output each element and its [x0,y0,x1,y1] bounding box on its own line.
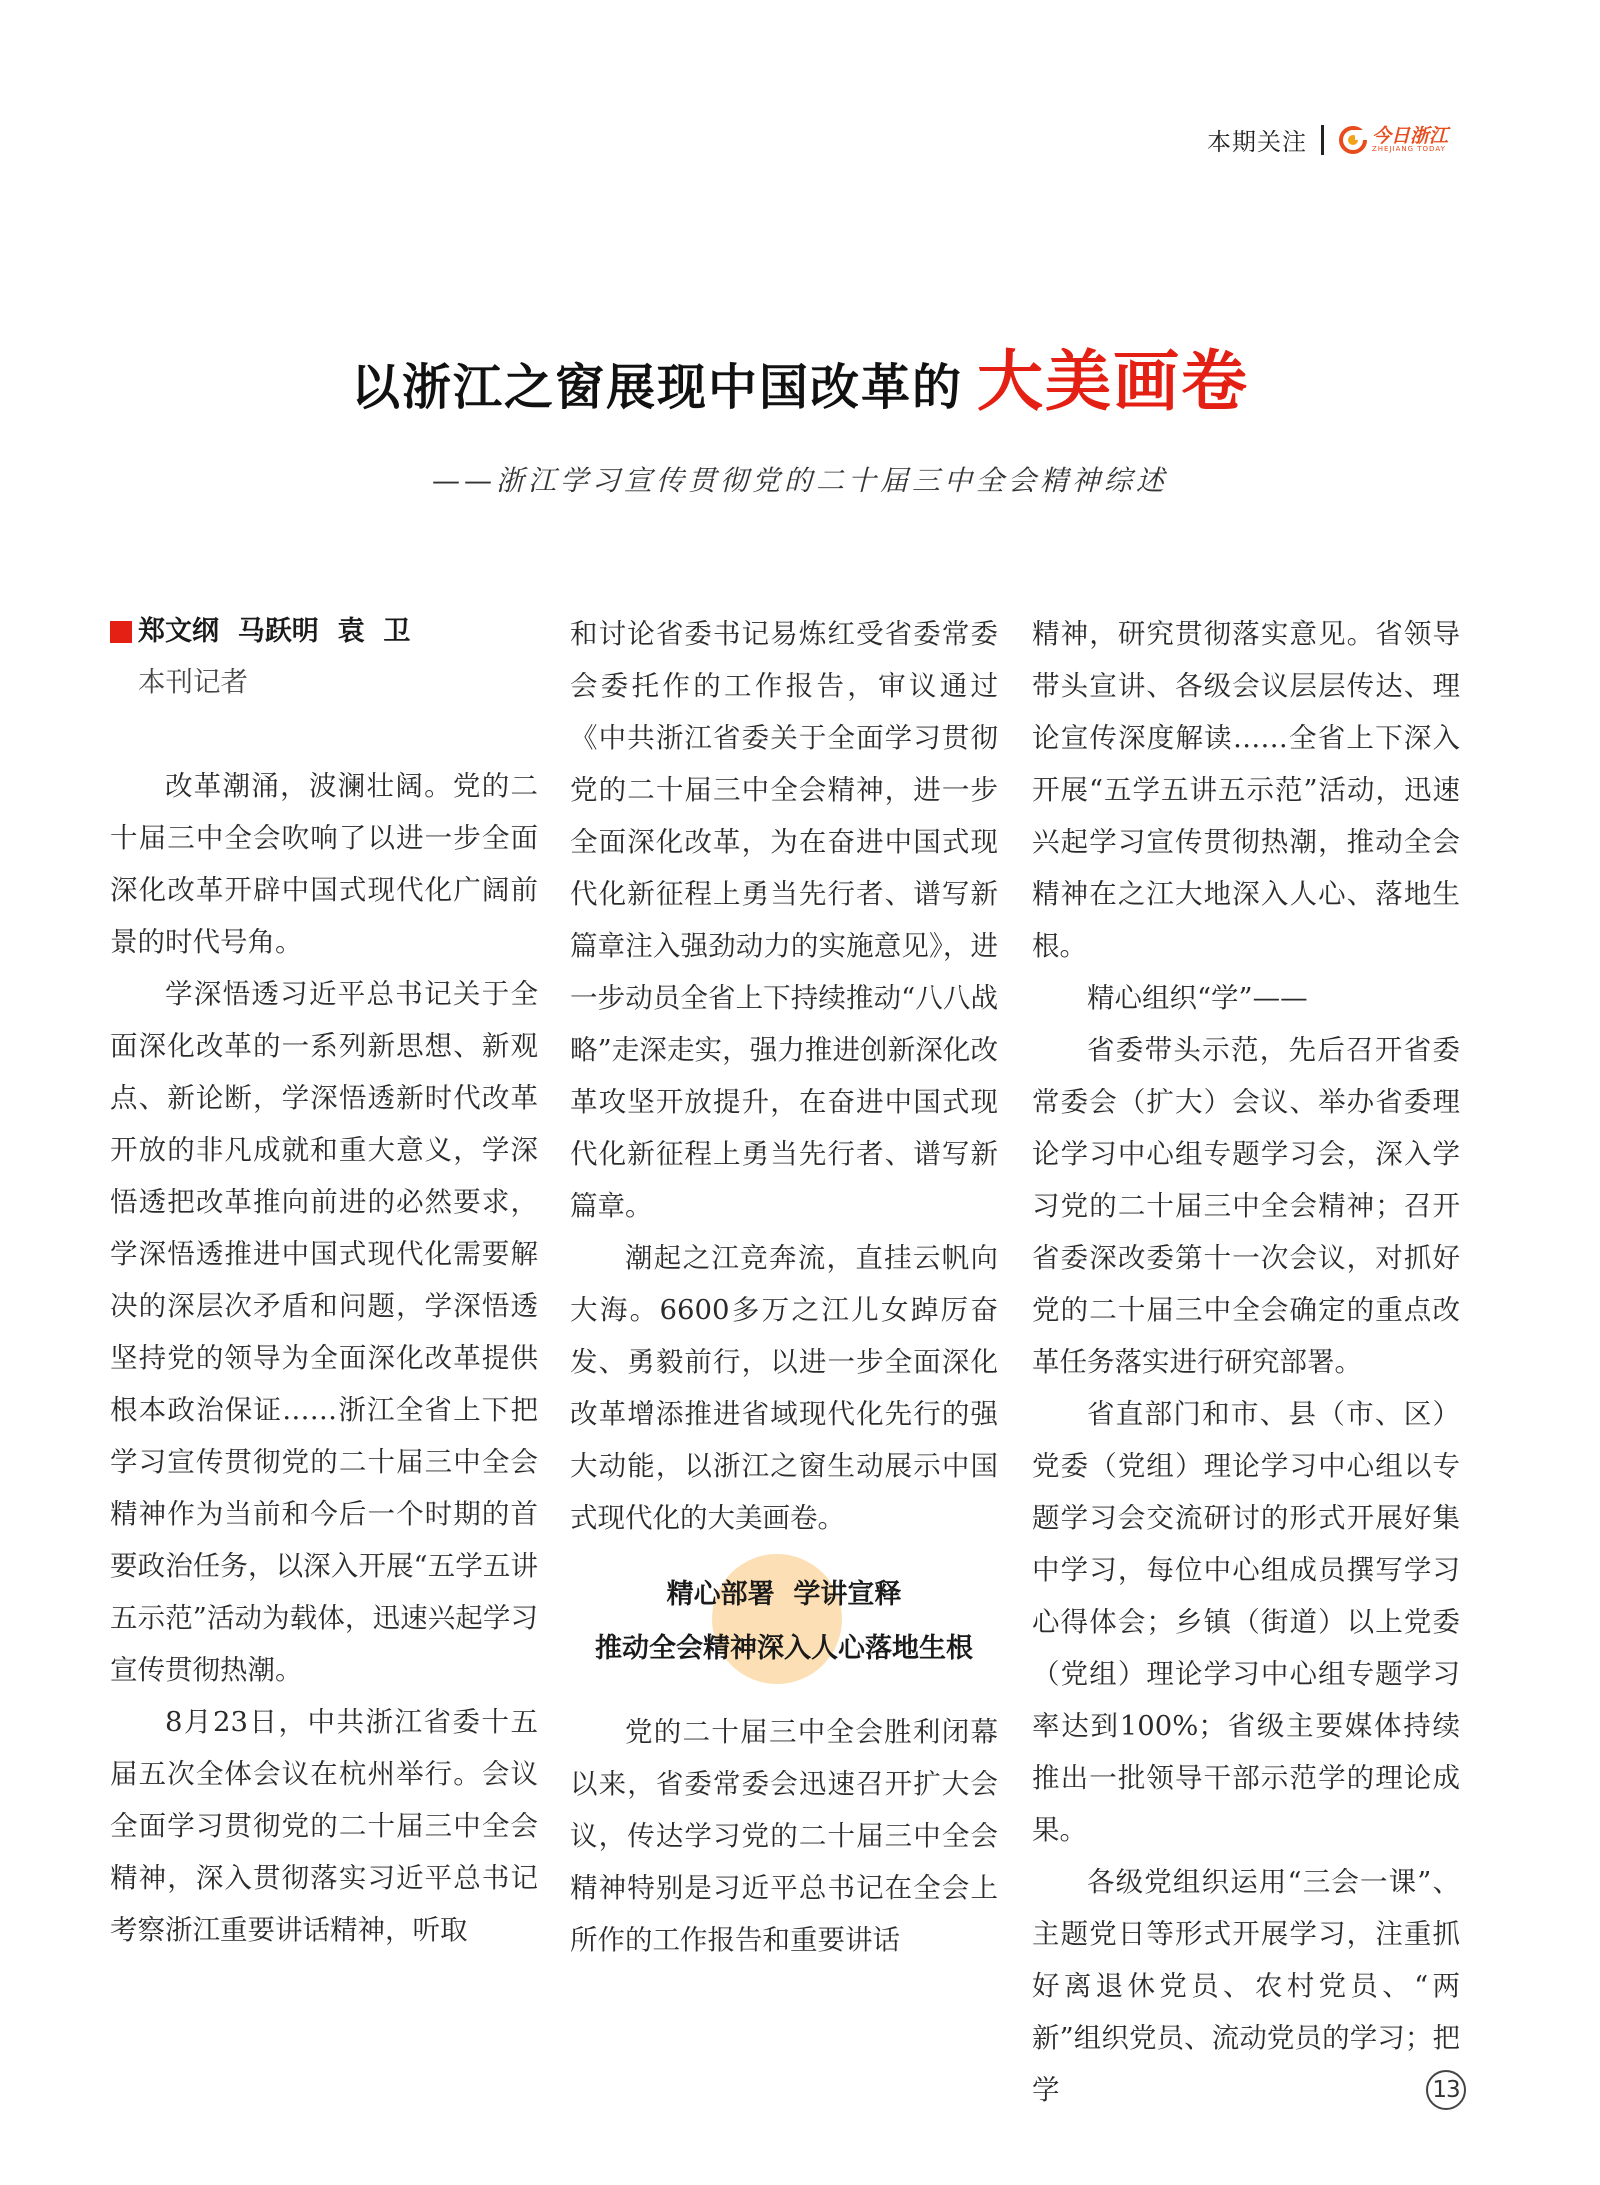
magazine-logo [1338,125,1448,155]
paragraph: 省委带头示范，先后召开省委常委会（扩大）会议、举办省委理论学习中心组专题学习会，深入学习党的二十届三中全会精神；召开省委深改委第十一次会议，对抓好党的二十届三中全会确定的重点改革任务落实进行研究部署。 [1032,1034,1460,1378]
paragraph: 8月23日，中共浙江省委十五届五次全体会议在杭州举行。会议全面学习贯彻党的二十届三中全会精神，深入贯彻落实习近平总书记考察浙江重要讲话精神，听取 [110,1706,538,1946]
heading-line-2: 推动全会精神深入人心落地生根 [595,1633,973,1664]
author-role: 本刊记者 [138,666,248,698]
article-subtitle: ——浙江学习宣传贯彻党的二十届三中全会精神综述 [431,464,1168,497]
paragraph: 精心组织“学”—— [1087,982,1308,1014]
paragraph: 和讨论省委书记易炼红受省委常委会委托作的工作报告，审议通过《中共浙江省委关于全面学习贯彻党的二十届三中全会精神，进一步全面深化改革，为在奋进中国式现代化新征程上勇当先行者、谱写新篇章注入强劲动力的实施意见》，进一步动员全省上下持续推动“八八战略”走深走实，强力推进创新深化改革攻坚开放提升，在奋进中国式现代化新征程上勇当先行者、谱写新篇章。 [570,618,998,1222]
page-number: 13 [1426,2070,1466,2110]
logo-text [1371,124,1448,153]
title-accent: 大美画卷 [977,343,1249,420]
red-square-icon [110,621,132,643]
section-heading [570,1568,998,1676]
heading-line-1: 精心部署 学讲宣释 [666,1579,902,1610]
article-title [0,328,1600,423]
header-divider [1321,125,1324,155]
logo-swirl-icon [1338,125,1368,155]
author-line [110,608,538,656]
text-column-2 [570,608,998,1966]
paragraph: 潮起之江竞奔流，直挂云帆向大海。6600多万之江儿女踔厉奋发、勇毅前行，以进一步全面深化改革增添推进省域现代化先行的强大动能，以浙江之窗生动展示中国式现代化的大美画卷。 [570,1242,998,1534]
author-names: 郑文纲 马跃明 袁 卫 [138,616,411,647]
title-main: 以浙江之窗展现中国改革的 [350,358,963,416]
section-label: 本期关注 [1206,128,1307,156]
paragraph: 学深悟透习近平总书记关于全面深化改革的一系列新思想、新观点、新论断，学深悟透新时代改革开放的非凡成就和重大意义，学深悟透把改革推向前进的必然要求，学深悟透推进中国式现代化需要解决的深层次矛盾和问题，学深悟透坚持党的领导为全面深化改革提供根本政治保证……浙江全省上下把学习宣传贯彻党的二十届三中全会精神作为当前和今后一个时期的首要政治任务，以深入开展“五学五讲五示范”活动为载体，迅速兴起学习宣传贯彻热潮。 [110,978,538,1686]
paragraph: 改革潮涌，波澜壮阔。党的二十届三中全会吹响了以进一步全面深化改革开辟中国式现代化广阔前景的时代号角。 [110,770,538,958]
paragraph: 精神，研究贯彻落实意见。省领导带头宣讲、各级会议层层传达、理论宣传深度解读……全省上下深入开展“五学五讲五示范”活动，迅速兴起学习宣传贯彻热潮，推动全会精神在之江大地深入人心、落地生根。 [1032,618,1460,962]
text-column-3 [1032,608,1460,2116]
paragraph: 省直部门和市、县（市、区）党委（党组）理论学习中心组以专题学习会交流研讨的形式开展好集中学习，每位中心组成员撰写学习心得体会；乡镇（街道）以上党委（党组）理论学习中心组专题学习率达到100%；省级主要媒体持续推出一批领导干部示范学的理论成果。 [1032,1398,1460,1846]
paragraph: 各级党组织运用“三会一课”、主题党日等形式开展学习，注重抓好离退休党员、农村党员、“两新”组织党员、流动党员的学习；把学 [1032,1866,1460,2106]
logo-cn: 今日浙江 [1371,124,1448,147]
text-column-1 [110,608,538,1956]
logo-en: ZHEJIANG TODAY [1371,144,1446,153]
paragraph: 党的二十届三中全会胜利闭幕以来，省委常委会迅速召开扩大会议，传达学习党的二十届三中全会精神特别是习近平总书记在全会上所作的工作报告和重要讲话 [570,1716,998,1956]
page-header [1207,122,1448,157]
